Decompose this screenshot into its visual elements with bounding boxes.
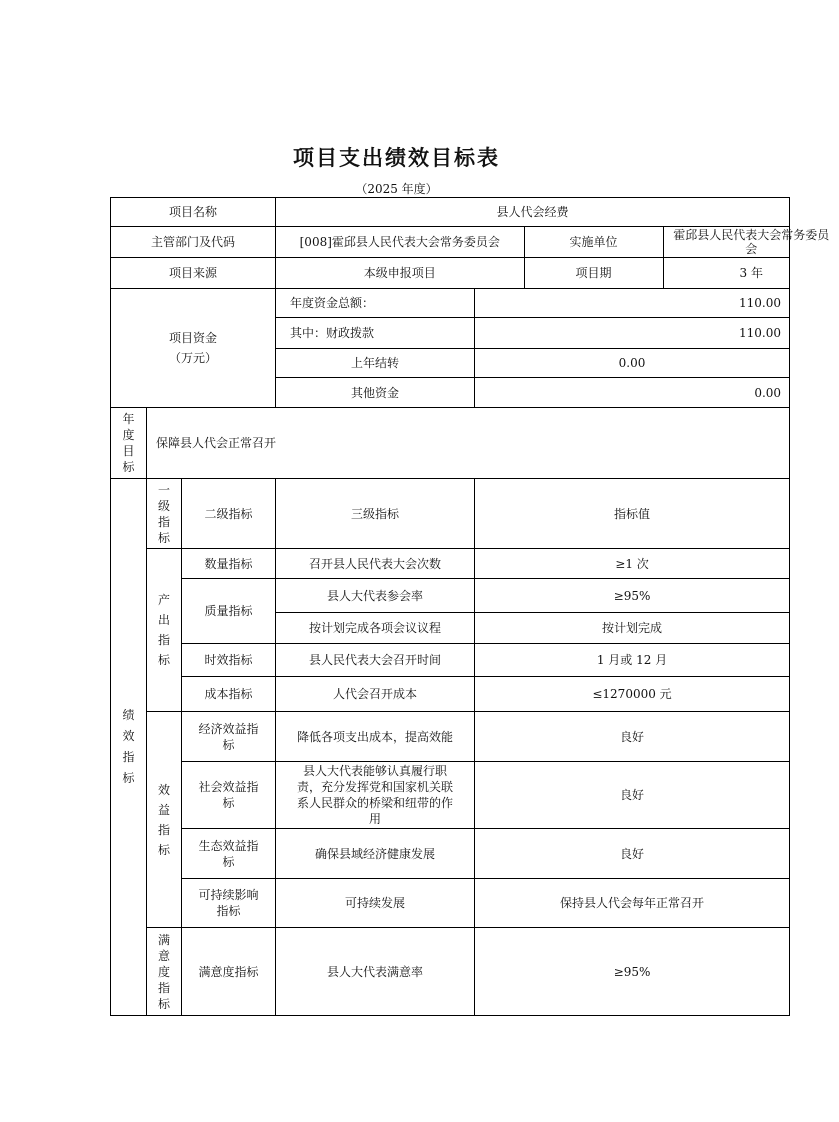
value-header: 指标值	[475, 479, 790, 549]
row-department	[111, 227, 790, 258]
fund-fiscal-value: 110.00	[475, 318, 790, 349]
fund-fiscal-label: 其中：财政拨款	[276, 318, 475, 349]
cost-l3: 人代会召开成本	[276, 677, 475, 712]
level1-header: 一 级 指 标	[147, 479, 182, 549]
sustainable-value: 保持县人代会每年正常召开	[475, 879, 790, 928]
quality-2-l3: 按计划完成各项会议议程	[276, 613, 475, 644]
quantity-l3: 召开县人民代表大会次数	[276, 549, 475, 579]
cost-l2: 成本指标	[182, 677, 276, 712]
fund-carryover-label: 上年结转	[276, 349, 475, 378]
period-label: 项目期	[524, 258, 663, 288]
indicators-label: 绩 效 指 标	[111, 479, 147, 1016]
quantity-value: ≥1 次	[475, 549, 790, 579]
economic-l3: 降低各项支出成本，提高效能	[276, 712, 475, 762]
benefit-indicators-label: 效 益 指 标	[147, 712, 182, 928]
quality-1-value: ≥95%	[475, 579, 790, 613]
annual-goal-label: 年 度 目 标	[111, 408, 147, 479]
social-l2: 社会效益指 标	[182, 762, 276, 829]
ecological-value: 良好	[475, 829, 790, 879]
row-ecological	[111, 829, 790, 879]
output-indicators-label: 产 出 指 标	[147, 549, 182, 712]
row-satisfaction	[111, 928, 790, 1016]
department-inner	[276, 227, 839, 257]
timeliness-value: 1 月或 12 月	[475, 644, 790, 677]
row-sustainable	[111, 879, 790, 928]
satisfaction-indicators-label: 满 意 度 指 标	[147, 928, 182, 1016]
row-annual-goal	[111, 408, 790, 479]
implementing-unit-value: 霍邱县人民代表大会常务委员会	[673, 228, 830, 256]
social-value: 良好	[475, 762, 790, 829]
ecological-l2: 生态效益指 标	[182, 829, 276, 879]
satisfaction-l3: 县人大代表满意率	[276, 928, 475, 1016]
department-value: [008]霍邱县人民代表大会常务委员会	[276, 227, 524, 257]
source-value: 本级申报项目	[276, 258, 524, 288]
row-project-name	[111, 198, 790, 227]
performance-target-table	[110, 197, 830, 1016]
annual-goal-value: 保障县人代会正常召开	[147, 408, 790, 479]
quality-l2: 质量指标	[182, 579, 276, 644]
level3-header: 三级指标	[276, 479, 475, 549]
timeliness-l2: 时效指标	[182, 644, 276, 677]
satisfaction-l2: 满意度指标	[182, 928, 276, 1016]
year-subtitle: （2025 年度）	[355, 182, 438, 196]
funds-label: 项目资金 （万元）	[111, 289, 276, 408]
row-timeliness	[111, 644, 790, 677]
page-title: 项目支出绩效目标表	[293, 146, 500, 170]
quality-2-value: 按计划完成	[475, 613, 790, 644]
satisfaction-value: ≥95%	[475, 928, 790, 1016]
row-economic	[111, 712, 790, 762]
fund-other-value: 0.00	[475, 378, 790, 408]
economic-l2: 经济效益指 标	[182, 712, 276, 762]
level2-header: 二级指标	[182, 479, 276, 549]
source-inner	[276, 258, 839, 288]
implementing-unit-label: 实施单位	[524, 227, 663, 257]
quality-1-l3: 县人大代表参会率	[276, 579, 475, 613]
sustainable-l2: 可持续影响 指标	[182, 879, 276, 928]
cost-value: ≤1270000 元	[475, 677, 790, 712]
timeliness-l3: 县人民代表大会召开时间	[276, 644, 475, 677]
project-name-value: 县人代会经费	[276, 198, 790, 227]
quantity-l2: 数量指标	[182, 549, 276, 579]
row-source	[111, 258, 790, 289]
period-value: 3 年	[739, 266, 763, 280]
fund-other-label: 其他资金	[276, 378, 475, 408]
project-name-label: 项目名称	[111, 198, 276, 227]
fund-total-value: 110.00	[475, 289, 790, 318]
row-indicator-header	[111, 479, 790, 549]
row-cost	[111, 677, 790, 712]
row-quality-1	[111, 579, 790, 613]
department-label: 主管部门及代码	[111, 227, 276, 258]
economic-value: 良好	[475, 712, 790, 762]
sustainable-l3: 可持续发展	[276, 879, 475, 928]
source-label: 项目来源	[111, 258, 276, 289]
ecological-l3: 确保县域经济健康发展	[276, 829, 475, 879]
fund-total-label: 年度资金总额：	[276, 289, 475, 318]
row-quantity	[111, 549, 790, 579]
row-social	[111, 762, 790, 829]
social-l3: 县人大代表能够认真履行职 责，充分发挥党和国家机关联 系人民群众的桥梁和纽带的作 用	[276, 762, 475, 829]
fund-carryover-value: 0.00	[475, 349, 790, 378]
row-fund-total	[111, 289, 790, 318]
